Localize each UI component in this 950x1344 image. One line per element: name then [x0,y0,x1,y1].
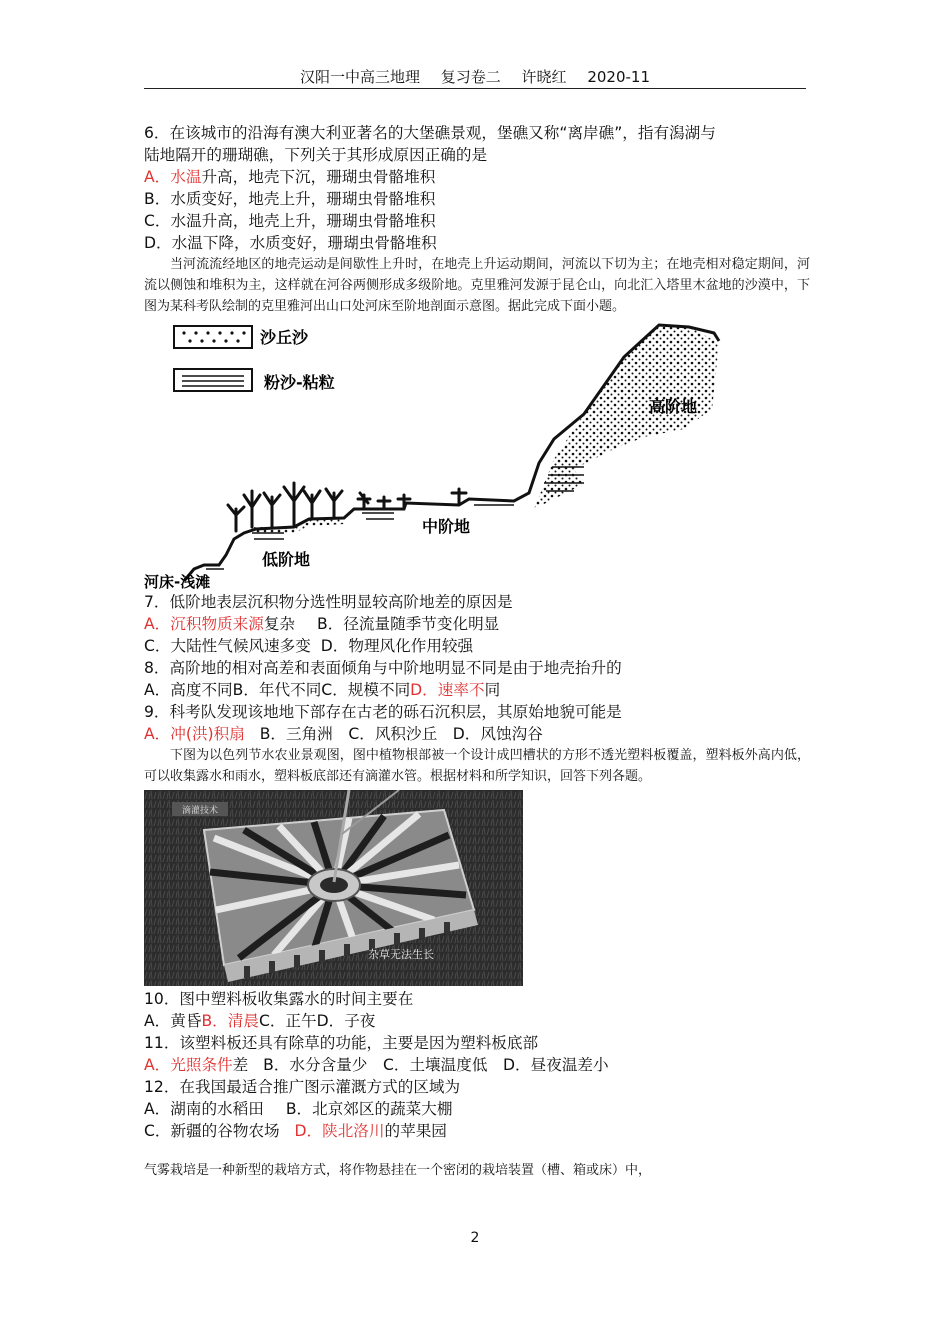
page-content [144,122,810,1181]
q7-option-a-highlight: A．沉积物质来源 [144,615,264,633]
q12-option-d-text: 的苹果园 [384,1122,447,1140]
q9-options-rest: B．三角洲 C．风积沙丘 D．风蚀沟谷 [259,725,543,743]
q9-options [144,723,810,745]
q9-option-a-highlight: A．冲(洪)积扇 [144,725,245,743]
q11-stem: 11．该塑料板还具有除草的功能，主要是因为塑料板底部 [144,1034,539,1052]
low-terrace-sand [254,518,344,533]
q7-option-a-text: 复杂 [263,615,296,633]
q6-option-b: B．水质变好，地壳上升，珊瑚虫骨骼堆积 [144,190,436,208]
q10-options [144,1010,810,1032]
q11-options-rest: B．水分含量少 C．土壤温度低 D．昼夜温差小 [263,1056,609,1074]
photo-caption-bottom: 杂草无法生长 [368,948,434,961]
q9-stem: 9．科考队发现该地地下部存在古老的砾石沉积层，其原始地貌可能是 [144,703,622,721]
page-number: 2 [470,1230,480,1246]
q8-options [144,679,810,701]
q12-option-b: B．北京郊区的蔬菜大棚 [285,1100,453,1118]
legend-sand-dots [182,331,245,342]
header-school: 汉阳一中高三地理 [299,68,420,86]
label-low-terrace: 低阶地 [262,550,311,569]
q12-options-cd [144,1120,810,1142]
header-teacher: 许晓红 [521,68,567,86]
q7-option-c: C．大陆性气候风速多变 [144,637,311,655]
legend-silt-label: 粉沙-粘粒 [264,373,335,392]
q6-stem-line1: 6．在该城市的沿海有澳大利亚著名的大堡礁景观，堡礁又称“离岸礁”，指有潟湖与 [144,124,716,142]
q8-stem: 8．高阶地的相对高差和表面倾角与中阶地明显不同是由于地壳抬升的 [144,659,622,677]
passage-aeroponics: 气雾栽培是一种新型的栽培方式，将作物悬挂在一个密闭的栽培装置（槽、箱或床）中， [144,1163,652,1178]
drip-irrigation-photo [144,790,523,986]
q12-option-d-highlight: D．陕北洛川 [294,1122,385,1140]
label-high-terrace: 高阶地 [649,397,698,416]
header-paper: 复习卷二 [440,68,501,86]
q10-option-a: A．黄昏 [144,1012,202,1030]
legend-silt-box [174,369,252,391]
q7-option-d: D．物理风化作用较强 [320,637,474,655]
q6-option-a-text: 升高，地壳下沉，珊瑚虫骨骼堆积 [201,168,436,186]
q11-options [144,1054,810,1076]
q6-option-d: D．水温下降，水质变好，珊瑚虫骨骼堆积 [144,234,437,252]
q12-options-ab [144,1098,810,1120]
q7-options-ab [144,613,810,635]
q8-options-abc: A．高度不同B．年代不同C．规模不同 [144,681,411,699]
header-date: 2020-11 [587,68,651,86]
q10-options-cd: C．正午D．子夜 [258,1012,376,1030]
q7-stem: 7．低阶地表层沉积物分选性明显较高阶地差的原因是 [144,593,513,611]
q6-option-a-highlight: A．水温 [144,168,202,186]
q12-stem: 12．在我国最适合推广图示灌溉方式的区域为 [144,1078,461,1096]
q11-option-a-highlight: A．光照条件 [144,1056,233,1074]
legend-sand-box [174,326,252,348]
q11-option-a-text: 差 [232,1056,249,1074]
q6-option-c: C．水温升高，地壳上升，珊瑚虫骨骼堆积 [144,212,436,230]
passage-israel-agriculture: 下图为以色列节水农业景观图，图中植物根部被一个设计成凹槽状的方形不透光塑料板覆盖，塑料板外高内低，可以收集露水和雨水，塑料板底部还有滴灌水管。根据材料和所学知识，回答下列各题。 [144,748,810,784]
q8-option-d-highlight: D．速率不 [410,681,485,699]
terrace-profile-figure [144,319,744,591]
q8-option-d-text: 同 [484,681,501,699]
passage-river-terrace: 当河流流经地区的地壳运动是间歇性上升时，在地壳上升运动期间，河流以下切为主；在地壳相对稳定期间，河流以侧蚀和堆积为主，这样就在河谷两侧形成多级阶地。克里雅河发源于昆仑山，向北汇入塔里木盆地的沙漠中，下图为某科考队绘制的克里雅河出山口处河床至阶地剖面示意图。据此完成下面小题。 [144,257,810,314]
q12-option-a: A．湖南的水稻田 [144,1100,264,1118]
page-header [144,66,806,89]
q10-option-b-highlight: B．清晨 [201,1012,259,1030]
q7-options-cd [144,635,810,657]
label-mid-terrace: 中阶地 [422,517,471,536]
photo-caption-top: 滴灌技术 [181,806,219,816]
q6-option-a [144,166,810,188]
q6-stem-line2: 陆地隔开的珊瑚礁，下列关于其形成原因正确的是 [144,146,488,164]
q12-option-c: C．新疆的谷物农场 [144,1122,280,1140]
q7-option-b: B．径流量随季节变化明显 [317,615,500,633]
q10-stem: 10．图中塑料板收集露水的时间主要在 [144,990,414,1008]
legend-sand-label: 沙丘沙 [260,328,309,347]
legend-silt-lines [182,376,244,386]
label-riverbed: 河床-浅滩 [144,573,211,591]
